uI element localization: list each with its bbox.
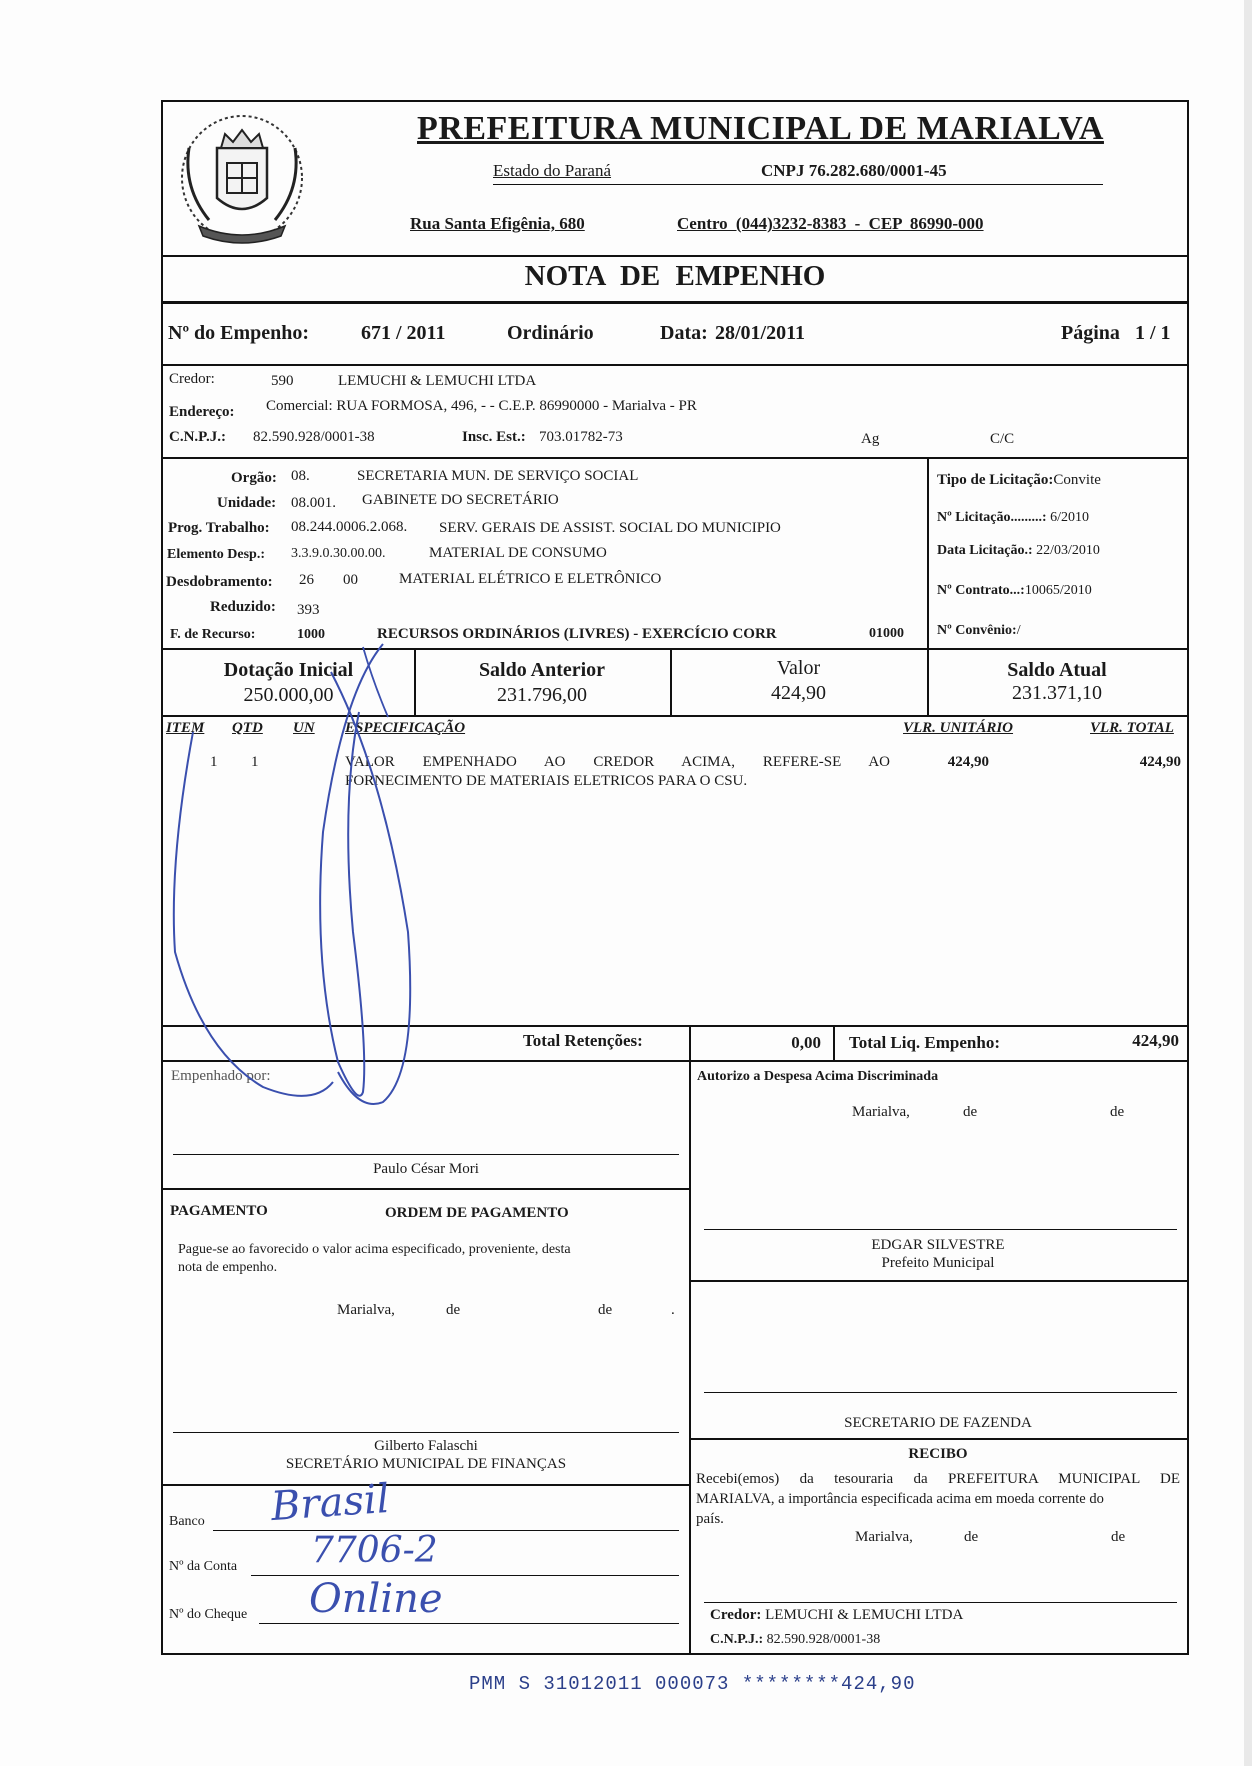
pagamento-text-1: Pague-se ao favorecido o valor acima especificado, proveniente, desta bbox=[178, 1242, 571, 1257]
col-item: ITEM bbox=[166, 720, 205, 736]
orgao-label: Orgão: bbox=[231, 470, 277, 486]
divider-totals-2 bbox=[833, 1025, 835, 1060]
data-licitacao-label: Data Licitação.: bbox=[937, 543, 1033, 558]
col-qtd: QTD bbox=[232, 720, 263, 736]
orgao-value: 08. bbox=[291, 468, 310, 484]
empenho-number: 671 / 2011 bbox=[361, 322, 446, 344]
recibo-credor bbox=[710, 1607, 963, 1624]
item-total: 424,90 bbox=[1139, 754, 1181, 770]
col-total: VLR. TOTAL bbox=[1090, 720, 1174, 736]
banco-label: Banco bbox=[169, 1514, 205, 1529]
autorizo-de1: de bbox=[963, 1104, 978, 1120]
item-unit: 424,90 bbox=[947, 754, 989, 770]
payment-stamp: PMM S 31012011 000073 ********424,90 bbox=[469, 1673, 916, 1695]
valor-label: Valor bbox=[776, 657, 821, 679]
unidade-value: 08.001. bbox=[291, 495, 336, 511]
autorizo-role: Prefeito Municipal bbox=[881, 1255, 995, 1271]
fazenda-role: SECRETARIO DE FAZENDA bbox=[844, 1415, 1032, 1431]
cc-label: C/C bbox=[990, 431, 1015, 447]
liq-value: 424,90 bbox=[1132, 1031, 1179, 1050]
recurso-label: F. de Recurso: bbox=[170, 627, 256, 642]
convenio-label: Nº Convênio: bbox=[937, 623, 1017, 638]
recibo-cnpj-label: C.N.P.J.: bbox=[710, 1632, 764, 1647]
desdobramento-desc: MATERIAL ELÉTRICO E ELETRÔNICO bbox=[399, 571, 662, 587]
header-underline-1 bbox=[493, 184, 1103, 185]
recibo-de2: de bbox=[1111, 1529, 1126, 1545]
autorizo-signer: EDGAR SILVESTRE bbox=[871, 1237, 1005, 1253]
contrato-label: Nº Contrato...: bbox=[937, 583, 1025, 598]
item-spec-line1: VALOR EMPENHADO AO CREDOR ACIMA, REFERE-SE AO bbox=[345, 754, 890, 770]
prog-label: Prog. Trabalho: bbox=[168, 520, 270, 536]
conta-handwritten: 7706-2 bbox=[311, 1530, 438, 1571]
dotacao-inicial-value: 250.000,00 bbox=[243, 684, 334, 706]
tipo-licitacao-value: Convite bbox=[1053, 472, 1101, 488]
convenio bbox=[937, 623, 1021, 639]
autorizo-de2: de bbox=[1110, 1104, 1125, 1120]
recibo-title: RECIBO bbox=[908, 1446, 968, 1462]
recibo-text-3: país. bbox=[696, 1511, 724, 1527]
recibo-signature-line bbox=[704, 1602, 1177, 1603]
numero-licitacao-label: Nº Licitação.........: bbox=[937, 510, 1047, 525]
fazenda-signature-line bbox=[704, 1392, 1177, 1393]
credor-code: 590 bbox=[271, 373, 294, 389]
conta-label: Nº da Conta bbox=[169, 1559, 238, 1574]
retencoes-label: Total Retenções: bbox=[523, 1031, 643, 1050]
convenio-value: / bbox=[1016, 623, 1021, 638]
desdobramento-sub: 00 bbox=[343, 572, 358, 588]
recurso-value: 1000 bbox=[297, 627, 325, 642]
pagamento-label: PAGAMENTO bbox=[170, 1203, 268, 1219]
col-unit: VLR. UNITÁRIO bbox=[903, 720, 1014, 736]
empenho-type: Ordinário bbox=[507, 322, 594, 344]
pen-initials-mark bbox=[163, 632, 443, 1132]
empenho-label: Nº do Empenho: bbox=[168, 322, 310, 344]
item-spec-line2: FORNECIMENTO DE MATERIAIS ELETRICOS PARA O CSU. bbox=[345, 773, 748, 789]
recibo-de1: de bbox=[964, 1529, 979, 1545]
recibo-cnpj-value: 82.590.928/0001-38 bbox=[766, 1632, 881, 1647]
reduzido-value: 393 bbox=[297, 602, 320, 618]
cheque-handwritten: Online bbox=[309, 1576, 443, 1622]
divider-fazenda bbox=[689, 1438, 1187, 1440]
divider-lower-columns bbox=[689, 1060, 691, 1655]
insc-value: 703.01782-73 bbox=[539, 429, 623, 445]
divider-empenho bbox=[163, 364, 1187, 366]
col-spec: ESPECIFICAÇÃO bbox=[345, 720, 466, 736]
recurso-code: 01000 bbox=[869, 626, 904, 641]
saldo-atual-value: 231.371,10 bbox=[1012, 682, 1102, 704]
elemento-value: 3.3.9.0.30.00.00. bbox=[291, 546, 386, 561]
header-district: Centro (044)3232-8383 - CEP 86990-000 bbox=[677, 214, 984, 233]
data-licitacao bbox=[937, 543, 1100, 559]
retencoes-value: 0,00 bbox=[791, 1033, 821, 1052]
credor-cnpj: 82.590.928/0001-38 bbox=[253, 429, 375, 445]
tipo-licitacao-label: Tipo de Licitação: bbox=[937, 472, 1054, 488]
recibo-cnpj bbox=[710, 1632, 880, 1648]
document-title: NOTA DE EMPENHO bbox=[524, 260, 826, 292]
ag-label: Ag bbox=[861, 431, 880, 447]
prog-value: 08.244.0006.2.068. bbox=[291, 519, 408, 535]
item-qtd: 1 bbox=[251, 754, 259, 770]
saldo-anterior-label: Saldo Anterior bbox=[478, 659, 606, 681]
pagamento-signer: Gilberto Falaschi bbox=[374, 1438, 478, 1454]
contrato bbox=[937, 583, 1092, 599]
pagamento-dot: . bbox=[671, 1302, 675, 1318]
numero-licitacao bbox=[937, 510, 1089, 526]
cnpj-header: CNPJ 76.282.680/0001-45 bbox=[761, 161, 947, 180]
contrato-value: 10065/2010 bbox=[1024, 583, 1092, 598]
prog-desc: SERV. GERAIS DE ASSIST. SOCIAL DO MUNICIPIO bbox=[439, 520, 781, 536]
elemento-desc: MATERIAL DE CONSUMO bbox=[429, 545, 607, 561]
empenho-date: 28/01/2011 bbox=[715, 322, 806, 344]
divider-title bbox=[163, 301, 1187, 304]
insc-label: Insc. Est.: bbox=[462, 429, 526, 445]
municipal-coat-of-arms bbox=[169, 108, 315, 250]
elemento-label: Elemento Desp.: bbox=[167, 547, 265, 562]
desdobramento-label: Desdobramento: bbox=[166, 574, 273, 590]
data-licitacao-value: 22/03/2010 bbox=[1036, 543, 1100, 558]
empenhado-signature-line bbox=[173, 1154, 679, 1155]
pagamento-city: Marialva, bbox=[337, 1302, 395, 1318]
pagamento-signature-line bbox=[173, 1432, 679, 1433]
saldo-atual-label: Saldo Atual bbox=[1007, 659, 1107, 681]
cheque-label: Nº do Cheque bbox=[169, 1607, 248, 1622]
prefeitura-title: PREFEITURA MUNICIPAL DE MARIALVA bbox=[417, 110, 1104, 147]
saldo-anterior-value: 231.796,00 bbox=[497, 684, 587, 706]
recurso-desc: RECURSOS ORDINÁRIOS (LIVRES) - EXERCÍCIO CORR bbox=[377, 626, 777, 642]
recibo-credor-label: Credor: bbox=[710, 1607, 762, 1623]
divider-totals-1 bbox=[689, 1025, 691, 1060]
numero-licitacao-value: 6/2010 bbox=[1050, 510, 1089, 525]
credor-label: Credor: bbox=[169, 371, 215, 387]
pagamento-text-2: nota de empenho. bbox=[178, 1260, 278, 1275]
empenhado-signer: Paulo César Mori bbox=[373, 1161, 479, 1177]
valor-value: 424,90 bbox=[771, 682, 826, 704]
state-label: Estado do Paraná bbox=[493, 161, 612, 180]
autorizo-label: Autorizo a Despesa Acima Discriminada bbox=[697, 1069, 939, 1084]
divider-credor bbox=[163, 457, 1187, 459]
recibo-text-2: MARIALVA, a importância especificada acima em moeda corrente do bbox=[696, 1491, 1104, 1507]
credor-name: LEMUCHI & LEMUCHI LTDA bbox=[338, 373, 537, 389]
orgao-desc: SECRETARIA MUN. DE SERVIÇO SOCIAL bbox=[357, 468, 639, 484]
divider-autorizo bbox=[689, 1280, 1187, 1282]
divider-header bbox=[163, 255, 1187, 257]
autorizo-city: Marialva, bbox=[852, 1104, 910, 1120]
nota-empenho-form bbox=[161, 100, 1189, 1655]
page-number: 1 / 1 bbox=[1135, 322, 1171, 344]
divider-pagamento bbox=[163, 1484, 689, 1486]
credor-address: Comercial: RUA FORMOSA, 496, - - C.E.P. 86990000 - Marialva - PR bbox=[266, 398, 697, 414]
empenho-date-label: Data: bbox=[660, 322, 708, 344]
col-un: UN bbox=[293, 720, 315, 736]
unidade-label: Unidade: bbox=[217, 495, 277, 511]
recibo-city: Marialva, bbox=[855, 1529, 913, 1545]
desdobramento-value: 26 bbox=[299, 572, 314, 588]
recibo-text-1: Recebi(emos) da tesouraria da PREFEITURA MUNICIPAL DE bbox=[696, 1471, 1180, 1487]
endereco-label: Endereço: bbox=[169, 404, 235, 420]
page-label: Página bbox=[1061, 322, 1120, 344]
liq-label: Total Liq. Empenho: bbox=[849, 1033, 1000, 1052]
reduzido-label: Reduzido: bbox=[210, 599, 276, 615]
pagamento-de1: de bbox=[446, 1302, 461, 1318]
banco-handwritten: Brasil bbox=[269, 1475, 391, 1531]
pagamento-de2: de bbox=[598, 1302, 613, 1318]
dotacao-inicial-label: Dotação Inicial bbox=[223, 659, 354, 681]
cheque-line bbox=[259, 1623, 679, 1624]
pagamento-role: SECRETÁRIO MUNICIPAL DE FINANÇAS bbox=[285, 1456, 567, 1472]
banco-line bbox=[213, 1530, 679, 1531]
header-address: Rua Santa Efigênia, 680 bbox=[410, 214, 585, 233]
item-number: 1 bbox=[210, 754, 218, 770]
divider-empenhado bbox=[163, 1188, 689, 1190]
autorizo-signature-line bbox=[704, 1229, 1177, 1230]
empenhado-label: Empenhado por: bbox=[171, 1068, 271, 1084]
unidade-desc: GABINETE DO SECRETÁRIO bbox=[362, 492, 559, 508]
coat-of-arms-icon bbox=[169, 108, 315, 250]
tipo-licitacao bbox=[937, 472, 1101, 489]
ordem-label: ORDEM DE PAGAMENTO bbox=[385, 1205, 569, 1221]
credor-cnpj-label: C.N.P.J.: bbox=[169, 429, 226, 445]
recibo-credor-name: LEMUCHI & LEMUCHI LTDA bbox=[765, 1607, 964, 1623]
